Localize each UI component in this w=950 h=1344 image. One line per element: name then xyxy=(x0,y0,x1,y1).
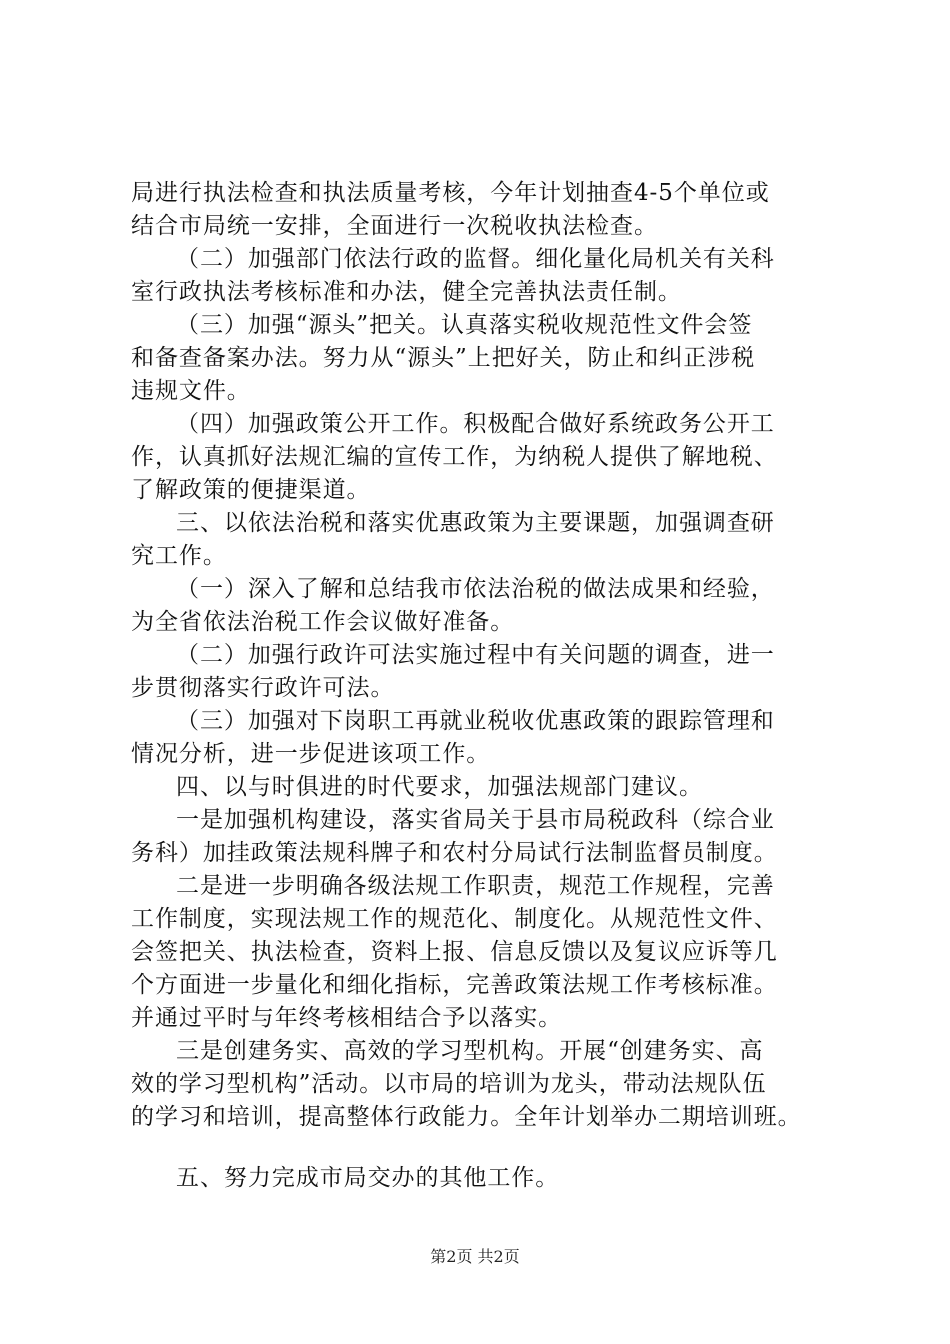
text-line: 二是进一步明确各级法规工作职责，规范工作规程，完善 xyxy=(176,873,775,899)
text-line: 结合市局统一安排，全面进行一次税收执法检查。 xyxy=(131,213,658,239)
text-line: 室行政执法考核标准和办法，健全完善执法责任制。 xyxy=(131,279,682,305)
text-line: 会签把关、执法检查，资料上报、信息反馈以及复议应诉等几 xyxy=(131,939,778,965)
text-line: 究工作。 xyxy=(131,543,227,569)
text-line: （二）加强部门依法行政的监督。细化量化局机关有关科 xyxy=(176,246,775,272)
text-line: （一）深入了解和总结我市依法治税的做法成果和经验， xyxy=(176,576,775,602)
text-line: 务科）加挂政策法规科牌子和农村分局试行法制监督员制度。 xyxy=(131,840,778,866)
text-line: （四）加强政策公开工作。积极配合做好系统政务公开工 xyxy=(176,411,775,437)
section-heading: 三、以依法治税和落实优惠政策为主要课题，加强调查研 xyxy=(176,510,775,536)
text-line: 的学习和培训，提高整体行政能力。全年计划举办二期培训班。 xyxy=(131,1104,802,1130)
section-heading: 五、努力完成市局交办的其他工作。 xyxy=(176,1165,560,1191)
text-line: 一是加强机构建设，落实省局关于县市局税政科（综合业 xyxy=(176,807,775,833)
page-footer: 第2页 共2页 xyxy=(430,1247,520,1266)
text-line: 为全省依法治税工作会议做好准备。 xyxy=(131,609,515,635)
text-line: 了解政策的便捷渠道。 xyxy=(131,477,371,503)
text-line: 并通过平时与年终考核相结合予以落实。 xyxy=(131,1005,563,1031)
text-line: 工作制度，实现法规工作的规范化、制度化。从规范性文件、 xyxy=(131,906,778,932)
text-line: 三是创建务实、高效的学习型机构。开展“创建务实、高 xyxy=(176,1038,764,1064)
text-line: 效的学习型机构”活动。以市局的培训为龙头，带动法规队伍 xyxy=(131,1071,767,1097)
text-line: 和备查备案办法。努力从“源头”上把好关，防止和纠正涉税 xyxy=(131,345,756,371)
section-heading: 四、以与时俱进的时代要求，加强法规部门建议。 xyxy=(176,774,703,800)
text-line: 违规文件。 xyxy=(131,378,251,404)
text-line: 作，认真抓好法规汇编的宣传工作，为纳税人提供了解地税、 xyxy=(131,444,778,470)
text-line: （三）加强“源头”把关。认真落实税收规范性文件会签 xyxy=(176,312,753,338)
text-line: 步贯彻落实行政许可法。 xyxy=(131,675,395,701)
text-line: 个方面进一步量化和细化指标，完善政策法规工作考核标准。 xyxy=(131,972,778,998)
text-line: （二）加强行政许可法实施过程中有关问题的调查，进一 xyxy=(176,642,775,668)
text-line: 局进行执法检查和执法质量考核，今年计划抽查4-5个单位或 xyxy=(131,180,770,206)
text-line: 情况分析，进一步促进该项工作。 xyxy=(131,741,491,767)
text-line: （三）加强对下岗职工再就业税收优惠政策的跟踪管理和 xyxy=(176,708,775,734)
